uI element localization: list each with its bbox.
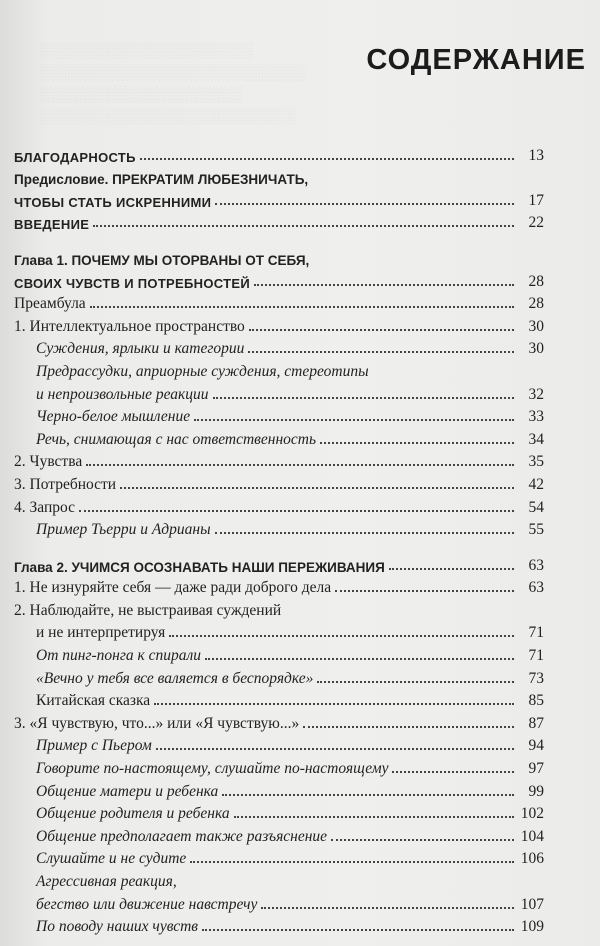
toc-entry[interactable] xyxy=(14,688,544,711)
dot-leader xyxy=(194,419,514,421)
toc-entry[interactable] xyxy=(14,358,544,381)
toc-entry[interactable] xyxy=(14,336,544,359)
toc-entry-page: 87 xyxy=(528,714,544,732)
toc-entry-title: 3. Потребности xyxy=(14,475,117,493)
toc-entry[interactable] xyxy=(14,597,544,620)
toc-entry-page: 28 xyxy=(528,272,544,290)
dot-leader xyxy=(248,351,514,353)
toc-entry[interactable] xyxy=(14,245,544,268)
toc-entry[interactable] xyxy=(14,801,544,824)
dot-leader xyxy=(331,839,514,841)
toc-entry-page: 30 xyxy=(528,317,544,335)
toc-entry-page: 107 xyxy=(520,895,544,913)
dot-leader xyxy=(93,225,514,227)
toc-entry-page: 104 xyxy=(520,827,544,845)
dot-leader xyxy=(254,284,514,286)
dot-leader xyxy=(317,681,514,683)
toc-entry-page: 109 xyxy=(520,918,544,936)
toc-entry-title: ВВЕДЕНИЕ xyxy=(14,217,90,233)
toc-entry-page: 85 xyxy=(528,692,544,710)
dot-leader xyxy=(234,816,514,818)
toc-entry-title: Глава 1. ПОЧЕМУ МЫ ОТОРВАНЫ ОТ СЕБЯ, xyxy=(14,252,310,268)
toc-entry-page: 28 xyxy=(528,295,544,313)
toc-entry-title: Пример с Пьером xyxy=(36,737,152,755)
toc-entry-title: Предрассудки, априорные суждения, стереотипы xyxy=(36,362,369,380)
dot-leader xyxy=(120,487,514,489)
dot-leader xyxy=(213,397,514,399)
toc-entry[interactable] xyxy=(14,642,544,665)
toc-entry-page: 35 xyxy=(528,453,544,471)
toc-entry-page: 71 xyxy=(528,624,544,642)
toc-entry-page: 106 xyxy=(520,850,544,868)
toc-entry-page: 63 xyxy=(528,579,544,597)
dot-leader xyxy=(222,794,514,796)
toc-entry-page: 34 xyxy=(528,430,544,448)
toc-entry-title: 2. Наблюдайте, не выстраивая суждений xyxy=(14,601,282,619)
toc-entry-title: Агрессивная реакция, xyxy=(36,873,177,890)
toc-entry-page: 42 xyxy=(528,475,544,493)
toc-entry-page: 33 xyxy=(528,408,544,426)
dot-leader xyxy=(154,703,514,705)
toc-entry-title: 3. «Я чувствую, что...» или «Я чувствую...» xyxy=(14,714,300,732)
toc-entry-page: 32 xyxy=(528,385,544,403)
toc-entry-title: 1. Интеллектуальное пространство xyxy=(14,317,245,335)
toc-entry[interactable] xyxy=(14,313,544,336)
toc-entry[interactable] xyxy=(14,710,544,733)
toc-entry-title: СВОИХ ЧУВСТВ И ПОТРЕБНОСТЕЙ xyxy=(14,275,250,291)
toc-entry-title: «Вечно у тебя все валяется в беспорядке» xyxy=(36,669,314,687)
toc-entry-page: 55 xyxy=(528,521,544,539)
toc-entry-page: 54 xyxy=(528,498,544,516)
toc-entry-page: 71 xyxy=(528,647,544,665)
toc-entry-title: и не интерпретируя xyxy=(36,624,166,642)
dot-leader xyxy=(156,748,514,750)
dot-leader xyxy=(140,158,514,160)
toc-entry-page: 13 xyxy=(528,146,544,164)
toc-entry-title: 4. Запрос xyxy=(14,498,76,516)
toc-entry[interactable] xyxy=(14,552,544,575)
toc-entry[interactable] xyxy=(14,142,544,165)
dot-leader xyxy=(86,464,514,466)
toc-entry-title: Китайская сказка xyxy=(36,692,151,710)
dot-leader xyxy=(392,771,514,773)
toc-entry[interactable] xyxy=(14,381,544,404)
dot-leader xyxy=(90,306,514,308)
toc-entry-title: Речь, снимающая с нас ответственность xyxy=(36,430,317,448)
dot-leader xyxy=(320,442,514,444)
dot-leader xyxy=(79,510,514,512)
toc-entry[interactable] xyxy=(14,210,544,233)
toc-entry-title: Общение родителя и ребенка xyxy=(36,805,230,823)
toc-entry[interactable] xyxy=(14,268,544,291)
toc-entry-page: 102 xyxy=(520,805,544,823)
toc-entry-page: 17 xyxy=(528,191,544,209)
dot-leader xyxy=(303,726,514,728)
table-of-contents xyxy=(14,142,544,936)
toc-entry-title: Пример Тьерри и Адрианы xyxy=(36,521,211,539)
toc-entry-page: 22 xyxy=(528,214,544,232)
section-gap xyxy=(14,539,544,552)
toc-entry[interactable] xyxy=(14,778,544,801)
toc-entry[interactable] xyxy=(14,404,544,427)
toc-entry-title: Слушайте и не судите xyxy=(36,850,187,868)
toc-entry[interactable] xyxy=(14,165,544,188)
toc-entry[interactable] xyxy=(14,575,544,598)
dot-leader xyxy=(202,929,514,931)
toc-entry-title: Говорите по-настоящему, слушайте по-настоящему xyxy=(36,760,389,778)
dot-leader xyxy=(215,203,514,205)
dot-leader xyxy=(169,635,514,637)
toc-entry[interactable] xyxy=(14,620,544,643)
toc-entry[interactable] xyxy=(14,517,544,540)
toc-entry-title: Предисловие. ПРЕКРАТИМ ЛЮБЕЗНИЧАТЬ, xyxy=(14,172,309,188)
toc-entry[interactable] xyxy=(14,823,544,846)
toc-entry[interactable] xyxy=(14,426,544,449)
page-title: СОДЕРЖАНИЕ xyxy=(366,44,586,76)
dot-leader xyxy=(389,568,514,570)
toc-entry[interactable] xyxy=(14,846,544,869)
toc-entry-title: Общение матери и ребенка xyxy=(36,782,219,800)
toc-entry-title: Глава 2. УЧИМСЯ ОСОЗНАВАТЬ НАШИ ПЕРЕЖИВАНИЯ xyxy=(14,559,385,575)
dot-leader xyxy=(249,329,514,331)
toc-entry-title: и непроизвольные реакции xyxy=(36,385,209,403)
toc-entry-title: Черно-белое мышление xyxy=(36,408,191,426)
dot-leader xyxy=(335,590,514,592)
toc-entry-page: 94 xyxy=(528,737,544,755)
toc-entry[interactable] xyxy=(14,449,544,472)
toc-entry[interactable] xyxy=(14,291,544,314)
toc-entry-title: По поводу наших чувств xyxy=(36,918,199,936)
toc-entry[interactable] xyxy=(14,471,544,494)
dot-leader xyxy=(205,658,514,660)
toc-entry-title: ЧТОБЫ СТАТЬ ИСКРЕННИМИ xyxy=(14,194,212,210)
toc-entry-title: Общение предполагает также разъяснение xyxy=(36,827,328,845)
toc-entry-page: 73 xyxy=(528,669,544,687)
toc-entry-title: 1. Не изнуряйте себя — даже ради доброго дела xyxy=(14,579,332,597)
dot-leader xyxy=(261,907,514,909)
toc-entry-title: 2. Чувства xyxy=(14,453,83,471)
toc-entry-title: бегство или движение навстречу xyxy=(36,895,258,913)
toc-entry[interactable] xyxy=(14,665,544,688)
section-gap xyxy=(14,232,544,245)
dot-leader xyxy=(215,532,514,534)
toc-entry[interactable] xyxy=(14,494,544,517)
toc-entry[interactable] xyxy=(14,868,544,891)
toc-entry-title: Суждения, ярлыки и категории xyxy=(36,340,245,358)
bleed-through-text: ░░░░░░░░░░░░░░░░░░░░ ░░░░░░░░░░░░░░░░░░░░░░░░░ ░░░░░░░░░░░░░░░░░░░ ░░░░░░░░░░░░░░░░░░░░░░░░ xyxy=(40,43,306,125)
toc-entry[interactable] xyxy=(14,187,544,210)
toc-entry[interactable] xyxy=(14,891,544,914)
toc-entry[interactable] xyxy=(14,733,544,756)
toc-entry-page: 30 xyxy=(528,340,544,358)
toc-entry[interactable] xyxy=(14,755,544,778)
dot-leader xyxy=(190,861,514,863)
toc-entry-page: 99 xyxy=(528,782,544,800)
toc-entry-page: 63 xyxy=(528,556,544,574)
toc-entry-title: От пинг-понга к спирали xyxy=(36,647,202,665)
toc-entry-page: 97 xyxy=(528,760,544,778)
toc-entry-title: БЛАГОДАРНОСТЬ xyxy=(14,149,136,165)
toc-entry[interactable] xyxy=(14,914,544,937)
toc-entry-title: Преамбула xyxy=(14,295,86,313)
